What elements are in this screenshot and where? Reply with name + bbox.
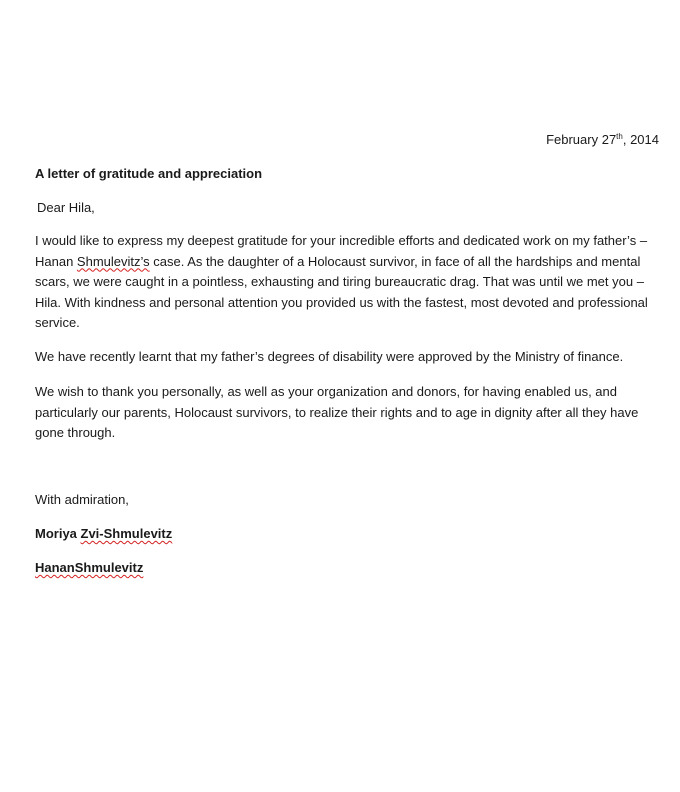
date-month-day: February 27 [546, 132, 617, 147]
signature-moriya [35, 525, 172, 543]
salutation: Dear Hila, [37, 200, 95, 215]
paragraph-thanks: We wish to thank you personally, as well as your organization and donors, for having enabled us, and particularly our parents, Holocaust survivors, to realize their rights and to age in dignity after all they have gone through. [35, 384, 639, 441]
paragraph-gratitude-end: case. As the daughter of a Holocaust survivor, in face of all the hardships and mental scars, we were caught in a pointless, exhausting and tiring bureaucratic drag. That was until we met you – Hila. With kindness and personal attention you provided us with the fastest, most devoted and professional service. [35, 253, 648, 331]
misspelled-name: Shmulevitz’s [76, 253, 150, 269]
letter-date [546, 131, 659, 149]
signature-hanan-name: HananShmulevitz [35, 560, 144, 575]
letter-title: A letter of gratitude and appreciation [35, 166, 263, 181]
paragraph-gratitude [35, 231, 657, 334]
signature-hanan [35, 559, 143, 577]
signature-first-name: Moriya [35, 526, 81, 541]
closing: With admiration, [35, 492, 129, 507]
paragraph-approval: We have recently learnt that my father’s degrees of disability were approved by the Ministry of finance. [35, 349, 624, 364]
signature-last-name: Zvi-Shmulevitz [80, 526, 173, 541]
date-suffix: th [616, 132, 623, 141]
paragraph-gratitude-start: I would like to express my deepest gratitude for your incredible efforts and dedicated work on my father’s – Hanan [35, 233, 648, 269]
date-year: , 2014 [622, 132, 659, 147]
